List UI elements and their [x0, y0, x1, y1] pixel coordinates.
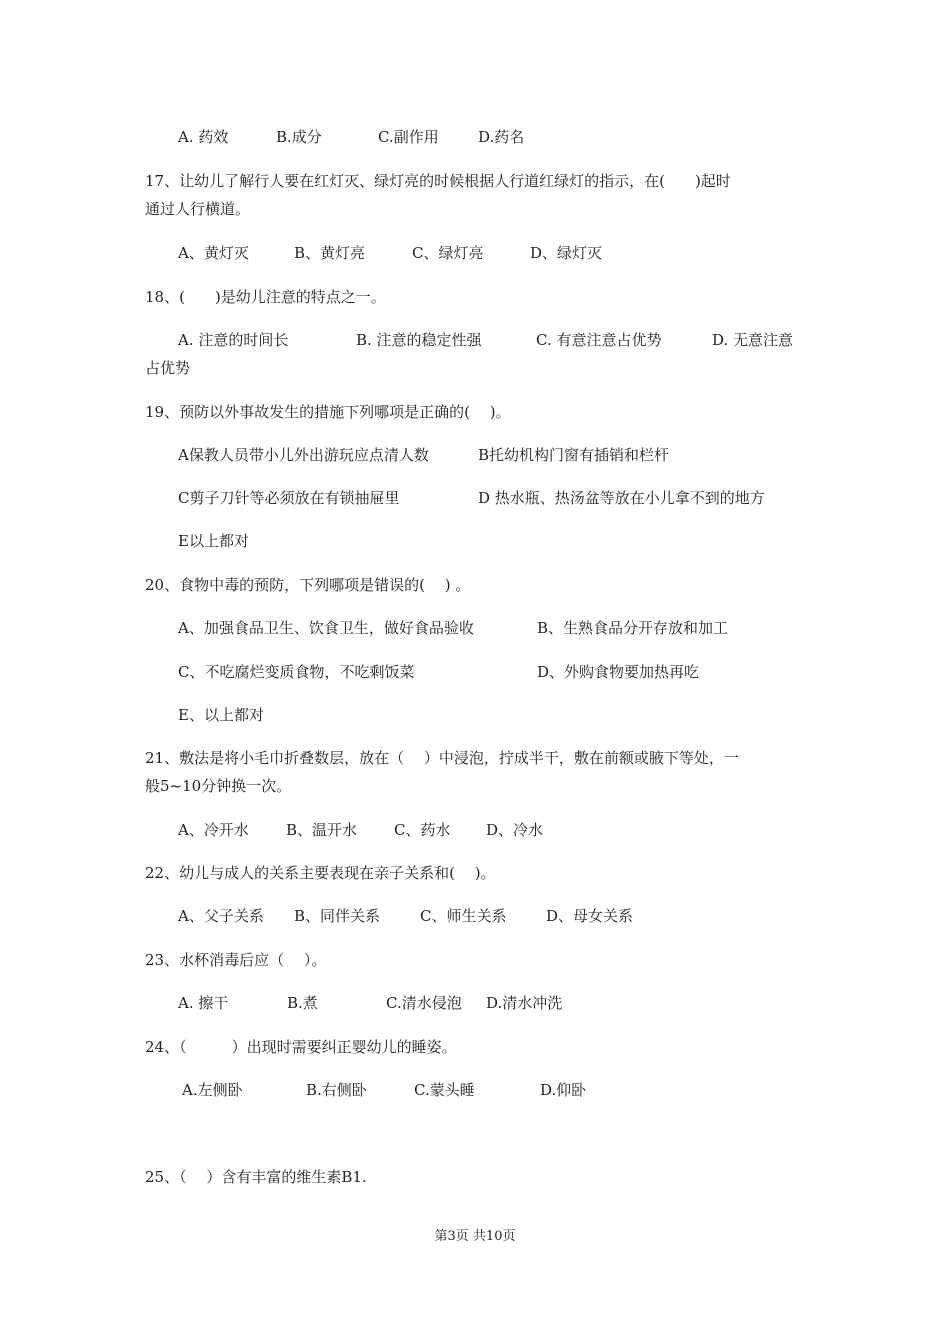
- q20-option-b: B、生熟食品分开存放和加工: [537, 619, 729, 637]
- q22-option-a: A、父子关系: [178, 907, 264, 925]
- q22-option-c: C、师生关系: [420, 907, 507, 925]
- q17-stem-line1: 17、让幼儿了解行人要在红灯灭、绿灯亮的时候根据人行道红绿灯的指示，在( )起时: [145, 172, 731, 190]
- q18-option-c: C. 有意注意占优势: [536, 331, 662, 349]
- q17-stem-line2: 通过人行横道。: [145, 200, 251, 218]
- q23-stem: 23、水杯消毒后应（ ）。: [145, 951, 327, 969]
- q18-stem: 18、( )是幼儿注意的特点之一。: [145, 288, 386, 306]
- q20-option-c: C、不吃腐烂变质食物，不吃剩饭菜: [178, 663, 415, 681]
- q22-option-d: D、母女关系: [546, 907, 634, 925]
- q23-option-b: B.煮: [287, 994, 318, 1012]
- q23-option-d: D.清水冲洗: [486, 994, 563, 1012]
- q21-option-a: A、冷开水: [178, 821, 249, 839]
- q23-option-c: C.清水侵泡: [386, 994, 462, 1012]
- q18-option-d: D. 无意注意: [712, 331, 794, 349]
- q18-option-a: A. 注意的时间长: [178, 331, 289, 349]
- q23-option-a: A. 擦干: [178, 994, 229, 1012]
- q24-option-d: D.仰卧: [540, 1081, 587, 1099]
- q18-option-b: B. 注意的稳定性强: [356, 331, 482, 349]
- q16-option-d: D.药名: [478, 128, 525, 146]
- page-number-footer: 第3页 共10页: [434, 1229, 516, 1244]
- q18-option-d-wrap: 占优势: [145, 359, 191, 377]
- q19-option-a: A保教人员带小儿外出游玩应点清人数: [178, 446, 429, 464]
- q19-option-e: E以上都对: [178, 532, 249, 550]
- q24-stem: 24、（ ）出现时需要纠正婴幼儿的睡姿。: [145, 1038, 457, 1056]
- q20-stem: 20、食物中毒的预防，下列哪项是错误的( ) 。: [145, 576, 471, 594]
- q22-stem: 22、幼儿与成人的关系主要表现在亲子关系和( )。: [145, 864, 496, 882]
- q19-option-c: C剪子刀针等必须放在有锁抽屉里: [178, 489, 400, 507]
- q24-option-c: C.蒙头睡: [414, 1081, 475, 1099]
- q19-option-d: D 热水瓶、热汤盆等放在小儿拿不到的地方: [478, 489, 765, 507]
- q20-option-e: E、以上都对: [178, 706, 264, 724]
- q17-option-a: A、黄灯灭: [178, 244, 249, 262]
- q20-option-d: D、外购食物要加热再吃: [537, 663, 700, 681]
- q16-option-a: A. 药效: [178, 128, 229, 146]
- q25-stem: 25、（ ）含有丰富的维生素B1.: [145, 1168, 367, 1186]
- q24-option-a: A.左侧卧: [182, 1081, 243, 1099]
- q20-option-a: A、加强食品卫生、饮食卫生，做好食品验收: [178, 619, 474, 637]
- q16-option-b: B.成分: [276, 128, 322, 146]
- q24-option-b: B.右侧卧: [306, 1081, 367, 1099]
- q17-option-c: C、绿灯亮: [412, 244, 484, 262]
- q17-option-b: B、黄灯亮: [294, 244, 366, 262]
- q16-option-c: C.副作用: [378, 128, 439, 146]
- q22-option-b: B、同伴关系: [294, 907, 381, 925]
- q21-option-c: C、药水: [394, 821, 451, 839]
- q21-option-d: D、冷水: [486, 821, 544, 839]
- q17-option-d: D、绿灯灭: [530, 244, 603, 262]
- q21-stem-line2: 般5~10分钟换一次。: [145, 777, 292, 795]
- q21-stem-line1: 21、敷法是将小毛巾折叠数层，放在（ ）中浸泡，拧成半干，敷在前额或腋下等处，一: [145, 749, 739, 767]
- q21-option-b: B、温开水: [286, 821, 358, 839]
- q19-stem: 19、预防以外事故发生的措施下列哪项是正确的( )。: [145, 403, 511, 421]
- q19-option-b: B托幼机构门窗有插销和栏杆: [478, 446, 670, 464]
